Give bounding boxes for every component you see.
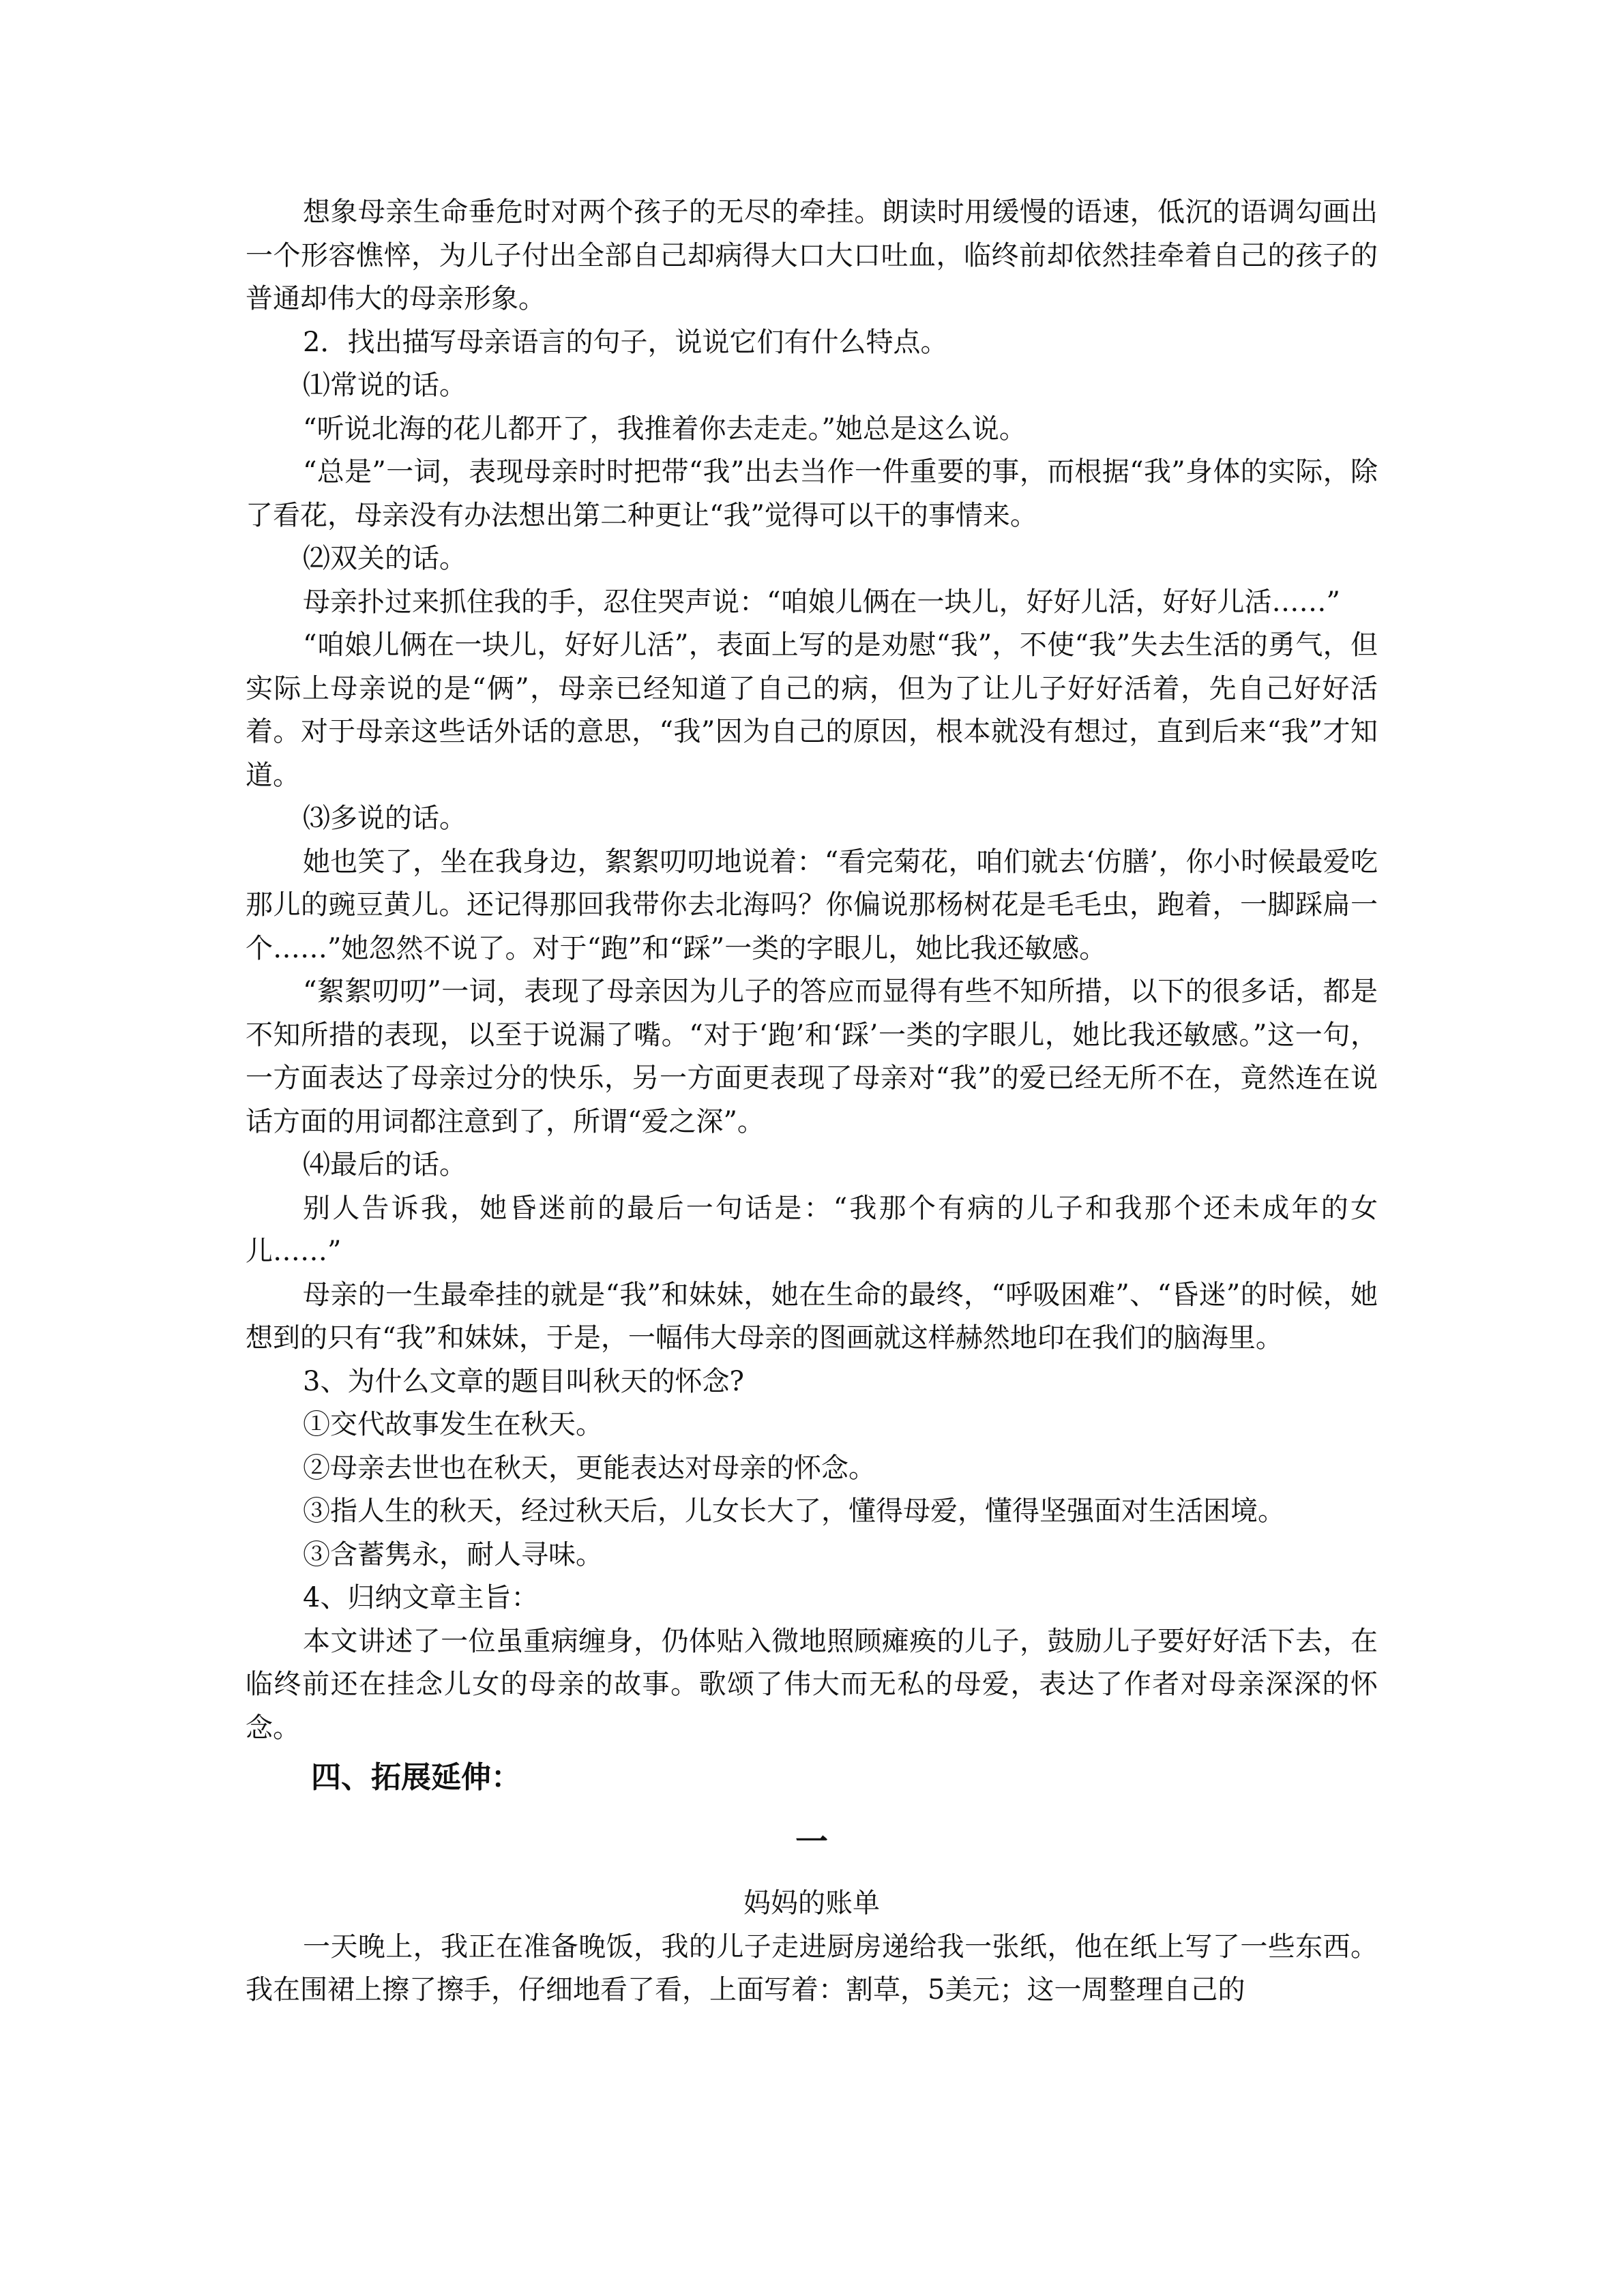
paragraph-mother-image: 想象母亲生命垂危时对两个孩子的无尽的牵挂。朗读时用缓慢的语速，低沉的语调勾画出一个形容憔悴，为儿子付出全部自己却病得大口大口吐血，临终前却依然挂牵着自己的孩子的普通却伟大的母亲形象。 <box>246 196 1378 314</box>
section-number: 一 <box>795 1823 828 1861</box>
answer-3-3: ③指人生的秋天，经过秋天后，儿女长大了，懂得母爱，懂得坚强面对生活困境。 <box>303 1495 1285 1527</box>
subheading-last-words: ⑷最后的话。 <box>303 1149 467 1180</box>
question-2: 2．找出描写母亲语言的句子，说说它们有什么特点。 <box>303 326 948 358</box>
analysis-live-well: “咱娘儿俩在一块儿，好好儿活”，表面上写的是劝慰“我”，不使“我”失去生活的勇气，但实际上母亲说的是“俩”，母亲已经知道了自己的病，但为了让儿子好好活着，先自己好好活着。对于母亲这些话外话的意思，“我”因为自己的原因，根本就没有想过，直到后来“我”才知道。 <box>246 629 1378 791</box>
question-4: 4、归纳文章主旨： <box>303 1582 539 1613</box>
theme-summary: 本文讲述了一位虽重病缠身，仍体贴入微地照顾瘫痪的儿子，鼓励儿子要好好活下去，在临终前还在挂念儿女的母亲的故事。歌颂了伟大而无私的母爱，表达了作者对母亲深深的怀念。 <box>246 1625 1378 1744</box>
subheading-double-meaning: ⑵双关的话。 <box>303 543 467 574</box>
answer-3-4: ③含蓄隽永，耐人寻味。 <box>303 1538 603 1570</box>
story-title: 妈妈的账单 <box>743 1888 880 1919</box>
document-page <box>246 191 1378 2012</box>
quote-live-well: 母亲扑过来抓住我的手，忍住哭声说：“咱娘儿俩在一块儿，好好儿活，好好儿活……” <box>303 586 1340 618</box>
question-3: 3、为什么文章的题目叫秋天的怀念? <box>303 1365 744 1397</box>
analysis-always: “总是”一词，表现母亲时时把带“我”出去当作一件重要的事，而根据“我”身体的实际，除了看花，母亲没有办法想出第二种更让“我”觉得可以干的事情来。 <box>246 456 1378 531</box>
answer-3-2: ②母亲去世也在秋天，更能表达对母亲的怀念。 <box>303 1452 876 1484</box>
quote-last-words: 别人告诉我，她昏迷前的最后一句话是：“我那个有病的儿子和我那个还未成年的女儿……” <box>246 1192 1378 1267</box>
subheading-extra-words: ⑶多说的话。 <box>303 803 467 834</box>
quote-beihai-flowers: “听说北海的花儿都开了，我推着你去走走。”她总是这么说。 <box>303 413 1027 445</box>
answer-3-1: ①交代故事发生在秋天。 <box>303 1409 603 1440</box>
analysis-last-words: 母亲的一生最牵挂的就是“我”和妹妹，她在生命的最终，“呼吸困难”、“昏迷”的时候，她想到的只有“我”和妹妹，于是，一幅伟大母亲的图画就这样赫然地印在我们的脑海里。 <box>246 1279 1378 1354</box>
subheading-common-words: ⑴常说的话。 <box>303 370 467 401</box>
quote-chrysanthemum: 她也笑了，坐在我身边，絮絮叨叨地说着：“看完菊花，咱们就去‘仿膳’，你小时候最爱吃那儿的豌豆黄儿。还记得那回我带你去北海吗？你偏说那杨树花是毛毛虫，跑着，一脚踩扁一个……”她忽然不说了。对于“跑”和“踩”一类的字眼儿，她比我还敏感。 <box>246 846 1378 964</box>
section-heading: 四、拓展延伸： <box>311 1760 521 1795</box>
story-paragraph: 一天晚上，我正在准备晚饭，我的儿子走进厨房递给我一张纸，他在纸上写了一些东西。我在围裙上擦了擦手，仔细地看了看，上面写着：割草，5美元；这一周整理自己的 <box>246 1930 1378 2006</box>
analysis-chatter: “絮絮叨叨”一词，表现了母亲因为儿子的答应而显得有些不知所措，以下的很多话，都是不知所措的表现，以至于说漏了嘴。“对于‘跑’和‘踩’一类的字眼儿，她比我还敏感。”这一句，一方面表达了母亲过分的快乐，另一方面更表现了母亲对“我”的爱已经无所不在，竟然连在说话方面的用词都注意到了，所谓“爱之深”。 <box>246 976 1378 1137</box>
